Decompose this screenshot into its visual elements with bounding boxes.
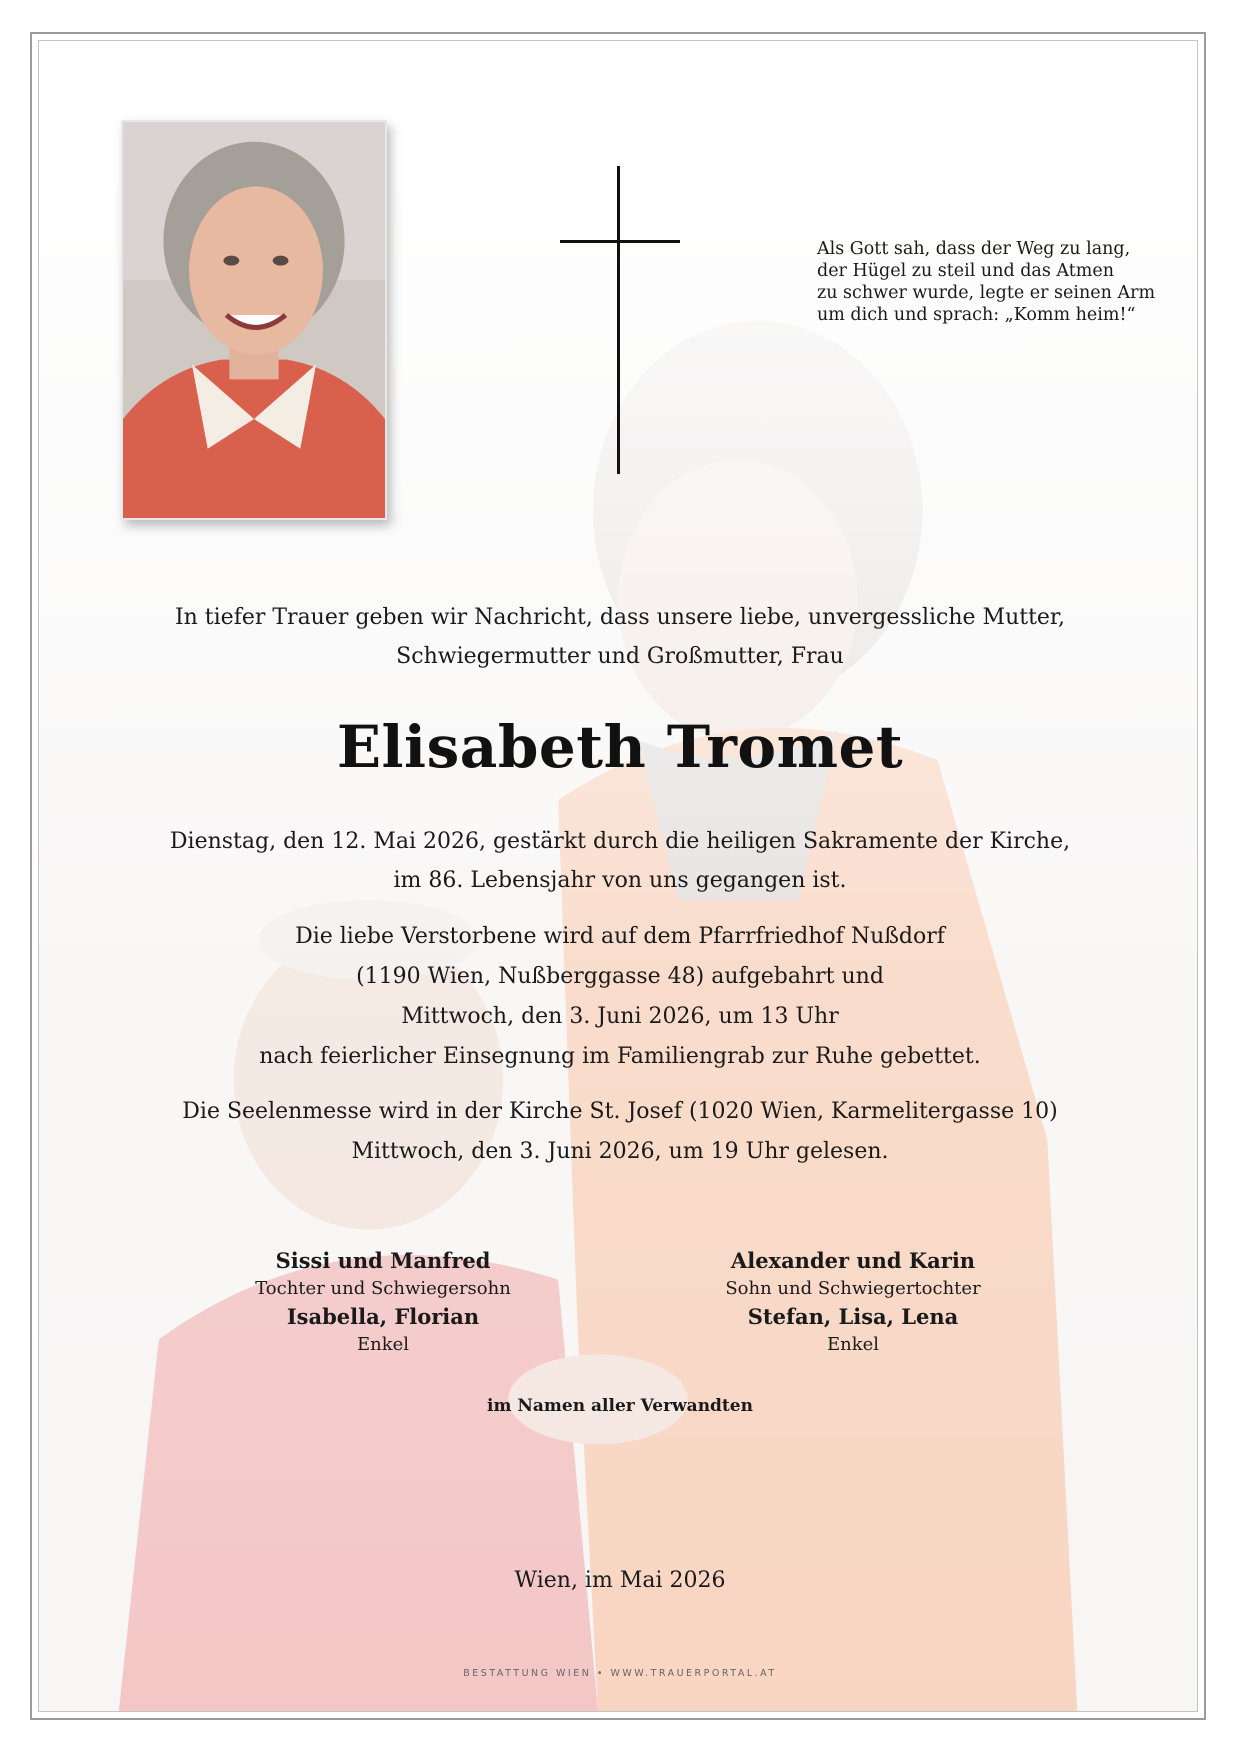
mourners-left	[218, 1246, 548, 1358]
quote-line: zu schwer wurde, legte er seinen Arm	[817, 283, 1156, 303]
deceased-name: Elisabeth Tromet	[336, 713, 904, 781]
quote-line: Als Gott sah, dass der Weg zu lang,	[817, 239, 1131, 259]
grandchildren-relation: Enkel	[826, 1334, 880, 1355]
footer-credit: BESTATTUNG WIEN • WWW.TRAUERPORTAL.AT	[463, 1668, 777, 1679]
mourners-right	[688, 1246, 1018, 1358]
grandchildren-names: Stefan, Lisa, Lena	[747, 1304, 959, 1329]
mass-notice	[0, 1092, 1240, 1172]
mourner-names: Sissi und Manfred	[275, 1248, 491, 1273]
portrait-photo	[121, 120, 387, 520]
quote-line: der Hügel zu steil und das Atmen	[817, 261, 1114, 281]
intro-line: Schwiegermutter und Großmutter, Frau	[396, 644, 844, 669]
mourner-names: Alexander und Karin	[730, 1248, 976, 1273]
grandchildren-names: Isabella, Florian	[286, 1304, 480, 1329]
grandchildren-relation: Enkel	[356, 1334, 410, 1355]
burial-line: nach feierlicher Einsegnung im Familiengrab zur Ruhe gebettet.	[259, 1044, 981, 1069]
mourner-relation: Tochter und Schwiegersohn	[255, 1278, 511, 1299]
on-behalf-line: im Namen aller Verwandten	[487, 1396, 753, 1416]
death-notice	[0, 822, 1240, 900]
mass-line: Die Seelenmesse wird in der Kirche St. Josef (1020 Wien, Karmelitergasse 10)	[182, 1099, 1058, 1124]
death-line: im 86. Lebensjahr von uns gegangen ist.	[393, 868, 847, 893]
burial-line: (1190 Wien, Nußberggasse 48) aufgebahrt und	[356, 964, 884, 989]
burial-line: Mittwoch, den 3. Juni 2026, um 13 Uhr	[401, 1004, 839, 1029]
death-line: Dienstag, den 12. Mai 2026, gestärkt durch die heiligen Sakramente der Kirche,	[169, 829, 1071, 854]
intro-line: In tiefer Trauer geben wir Nachricht, dass unsere liebe, unvergessliche Mutter,	[174, 605, 1066, 630]
burial-line: Die liebe Verstorbene wird auf dem Pfarrfriedhof Nußdorf	[295, 924, 945, 949]
burial-notice	[0, 917, 1240, 1077]
place-date: Wien, im Mai 2026	[514, 1568, 726, 1593]
mass-line: Mittwoch, den 3. Juni 2026, um 19 Uhr gelesen.	[351, 1139, 889, 1164]
announcement-intro	[0, 598, 1240, 676]
cross-icon	[560, 166, 680, 474]
quote-line: um dich und sprach: „Komm heim!“	[817, 305, 1136, 325]
memorial-quote	[817, 238, 1156, 326]
mourner-relation: Sohn und Schwiegertochter	[725, 1278, 981, 1299]
